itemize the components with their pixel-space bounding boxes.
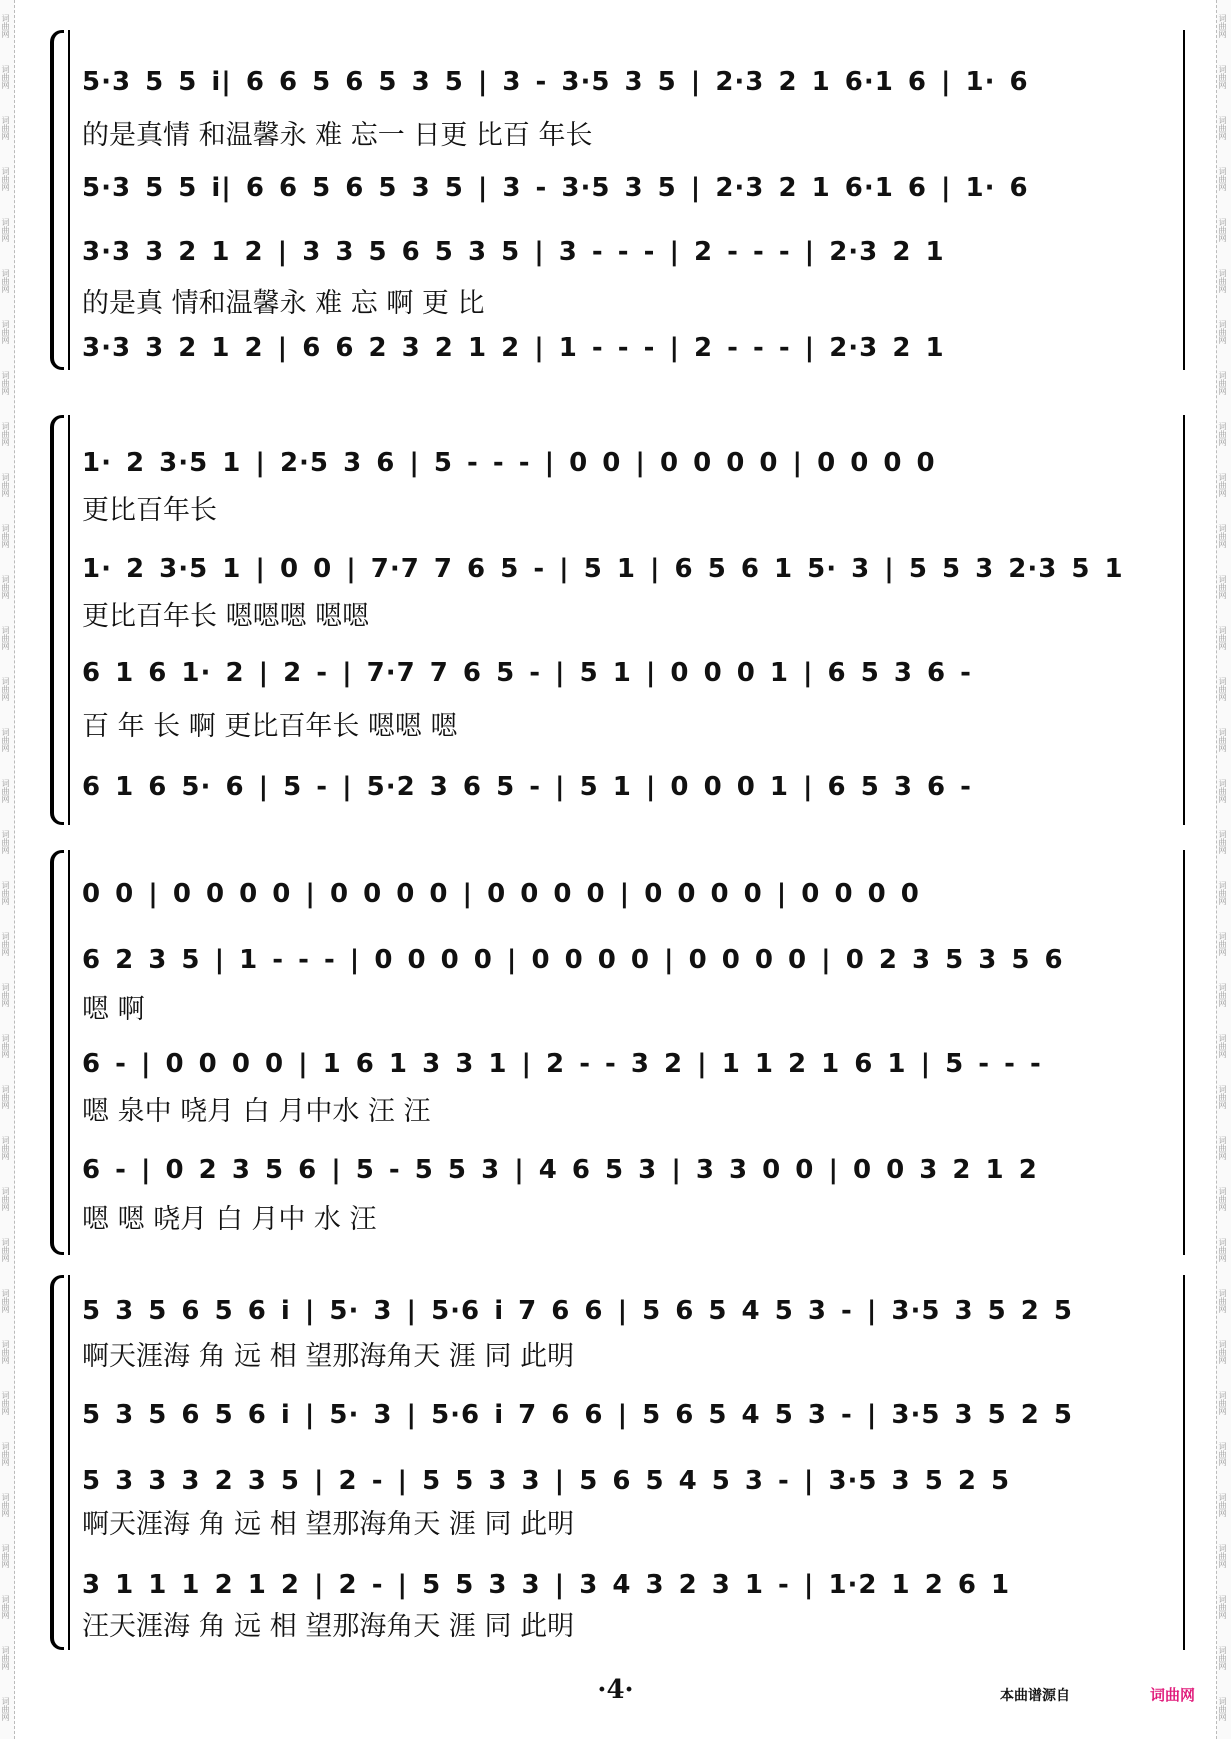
notation-row: 6 2 3 5 | 1 - - - | 0 0 0 0 | 0 0 0 0 | 0 0 0 0 | 0 2 3 5 3 5 6 — [82, 945, 1064, 975]
watermark-text: 词曲网 — [1218, 1237, 1227, 1262]
watermark-text: 词曲网 — [1218, 1033, 1227, 1058]
watermark-text: 词曲网 — [1, 778, 10, 803]
lyrics-row: 更比百年长 — [82, 495, 217, 526]
watermark-text: 词曲网 — [1, 880, 10, 905]
watermark-text: 词曲网 — [1218, 421, 1227, 446]
watermark-text: 词曲网 — [1, 1186, 10, 1211]
notation-row: 5·3 5 5 i| 6 6 5 6 5 3 5 | 3 - 3·5 3 5 | 2·3 2 1 6·1 6 | 1· 6 — [82, 173, 1029, 203]
watermark-text: 词曲网 — [1218, 1492, 1227, 1517]
watermark-text: 词曲网 — [1, 1543, 10, 1568]
notation-row: 5 3 5 6 5 6 i | 5· 3 | 5·6 i 7 6 6 | 5 6 5 4 5 3 - | 3·5 3 5 2 5 — [82, 1400, 1074, 1430]
watermark-text: 词曲网 — [1218, 1288, 1227, 1313]
lyrics-row: 嗯 泉中 哓月 白 月中水 汪 汪 — [82, 1096, 431, 1127]
system-brace — [50, 1275, 64, 1650]
watermark-text: 词曲网 — [1218, 370, 1227, 395]
watermark-text: 词曲网 — [1218, 217, 1227, 242]
watermark-text: 词曲网 — [1218, 523, 1227, 548]
watermark-text: 词曲网 — [1, 1084, 10, 1109]
system-brace — [50, 850, 64, 1255]
watermark-text: 词曲网 — [1218, 1339, 1227, 1364]
notation-row: 3 1 1 1 2 1 2 | 2 - | 5 5 3 3 | 3 4 3 2 3 1 - | 1·2 1 2 6 1 — [82, 1570, 1011, 1600]
lyrics-row: 啊天涯海 角 远 相 望那海角天 涯 同 此明 — [82, 1341, 575, 1372]
watermark-text: 词曲网 — [1, 1645, 10, 1670]
brand-link[interactable]: 词曲网 — [1150, 1686, 1196, 1704]
watermark-text: 词曲网 — [1218, 1543, 1227, 1568]
left-watermark-strip — [0, 0, 15, 1739]
system-rule — [68, 415, 70, 825]
notation-row: 6 1 6 5· 6 | 5 - | 5·2 3 6 5 - | 5 1 | 0 0 0 1 | 6 5 3 6 - — [82, 772, 972, 802]
score-system-1 — [50, 30, 1185, 370]
watermark-text: 词曲网 — [1, 1441, 10, 1466]
watermark-text: 词曲网 — [1218, 676, 1227, 701]
watermark-text: 词曲网 — [1, 217, 10, 242]
watermark-text: 词曲网 — [1218, 1084, 1227, 1109]
watermark-text: 词曲网 — [1, 727, 10, 752]
lyrics-row: 百 年 长 啊 更比百年长 嗯嗯 嗯 — [82, 711, 458, 742]
watermark-text: 词曲网 — [1218, 1594, 1227, 1619]
watermark-text: 词曲网 — [1218, 115, 1227, 140]
watermark-text: 词曲网 — [1, 1288, 10, 1313]
watermark-text: 词曲网 — [1218, 1441, 1227, 1466]
watermark-text: 词曲网 — [1, 1594, 10, 1619]
notation-row: 6 - | 0 2 3 5 6 | 5 - 5 5 3 | 4 6 5 3 | 3 3 0 0 | 0 0 3 2 1 2 — [82, 1155, 1038, 1185]
notation-row: 1· 2 3·5 1 | 2·5 3 6 | 5 - - - | 0 0 | 0 0 0 0 | 0 0 0 0 — [82, 448, 936, 478]
system-end-barline — [1183, 1275, 1185, 1650]
lyrics-row: 汪天涯海 角 远 相 望那海角天 涯 同 此明 — [82, 1611, 575, 1642]
watermark-text: 词曲网 — [1218, 1696, 1227, 1721]
lyrics-row: 更比百年长 嗯嗯嗯 嗯嗯 — [82, 601, 370, 632]
watermark-text: 词曲网 — [1, 13, 10, 38]
watermark-text: 词曲网 — [1218, 13, 1227, 38]
system-rule — [68, 850, 70, 1255]
notation-row: 6 1 6 1· 2 | 2 - | 7·7 7 6 5 - | 5 1 | 0 0 0 1 | 6 5 3 6 - — [82, 658, 972, 688]
system-rule — [68, 30, 70, 370]
watermark-text: 词曲网 — [1, 574, 10, 599]
watermark-text: 词曲网 — [1, 115, 10, 140]
lyrics-row: 嗯 嗯 哓月 白 月中 水 汪 — [82, 1204, 377, 1235]
watermark-text: 词曲网 — [1218, 1186, 1227, 1211]
lyrics-row: 啊天涯海 角 远 相 望那海角天 涯 同 此明 — [82, 1509, 575, 1540]
notation-row: 5 3 5 6 5 6 i | 5· 3 | 5·6 i 7 6 6 | 5 6 5 4 5 3 - | 3·5 3 5 2 5 — [82, 1296, 1074, 1326]
notation-row: 1· 2 3·5 1 | 0 0 | 7·7 7 6 5 - | 5 1 | 6 5 6 1 5· 3 | 5 5 3 2·3 5 1 — [82, 554, 1124, 584]
score-system-4 — [50, 1275, 1185, 1650]
notation-row: 6 - | 0 0 0 0 | 1 6 1 3 3 1 | 2 - - 3 2 | 1 1 2 1 6 1 | 5 - - - — [82, 1049, 1042, 1079]
watermark-text: 词曲网 — [1218, 166, 1227, 191]
watermark-text: 词曲网 — [1, 472, 10, 497]
watermark-text: 词曲网 — [1218, 931, 1227, 956]
watermark-text: 词曲网 — [1, 625, 10, 650]
score-system-3 — [50, 850, 1185, 1255]
source-note: 本曲谱源自 — [1000, 1688, 1070, 1704]
lyrics-row: 的是真 情和温馨永 难 忘 啊 更 比 — [82, 288, 485, 319]
watermark-text: 词曲网 — [1, 982, 10, 1007]
watermark-text: 词曲网 — [1218, 1135, 1227, 1160]
watermark-text: 词曲网 — [1218, 625, 1227, 650]
watermark-text: 词曲网 — [1218, 472, 1227, 497]
watermark-text: 词曲网 — [1218, 1645, 1227, 1670]
right-watermark-strip — [1216, 0, 1231, 1739]
notation-row: 5 3 3 3 2 3 5 | 2 - | 5 5 3 3 | 5 6 5 4 5 3 - | 3·5 3 5 2 5 — [82, 1466, 1011, 1496]
notation-row: 5·3 5 5 i| 6 6 5 6 5 3 5 | 3 - 3·5 3 5 | 2·3 2 1 6·1 6 | 1· 6 — [82, 67, 1029, 97]
notation-row: 3·3 3 2 1 2 | 6 6 2 3 2 1 2 | 1 - - - | 2 - - - | 2·3 2 1 — [82, 333, 945, 363]
watermark-text: 词曲网 — [1, 370, 10, 395]
system-rule — [68, 1275, 70, 1650]
watermark-text: 词曲网 — [1, 64, 10, 89]
page-number: ·4· — [597, 1675, 634, 1705]
watermark-text: 词曲网 — [1, 1033, 10, 1058]
watermark-text: 词曲网 — [1218, 64, 1227, 89]
watermark-text: 词曲网 — [1, 166, 10, 191]
watermark-text: 词曲网 — [1, 1135, 10, 1160]
watermark-text: 词曲网 — [1, 829, 10, 854]
watermark-text: 词曲网 — [1218, 727, 1227, 752]
watermark-text: 词曲网 — [1, 523, 10, 548]
watermark-text: 词曲网 — [1, 1339, 10, 1364]
watermark-text: 词曲网 — [1218, 829, 1227, 854]
watermark-text: 词曲网 — [1218, 1390, 1227, 1415]
notation-row: 3·3 3 2 1 2 | 3 3 5 6 5 3 5 | 3 - - - | 2 - - - | 2·3 2 1 — [82, 237, 945, 267]
watermark-text: 词曲网 — [1218, 880, 1227, 905]
watermark-text: 词曲网 — [1, 421, 10, 446]
system-brace — [50, 30, 64, 370]
system-end-barline — [1183, 850, 1185, 1255]
watermark-text: 词曲网 — [1, 268, 10, 293]
watermark-text: 词曲网 — [1, 319, 10, 344]
watermark-text: 词曲网 — [1, 1696, 10, 1721]
system-end-barline — [1183, 30, 1185, 370]
watermark-text: 词曲网 — [1218, 778, 1227, 803]
notation-row: 0 0 | 0 0 0 0 | 0 0 0 0 | 0 0 0 0 | 0 0 0 0 | 0 0 0 0 — [82, 879, 920, 909]
watermark-text: 词曲网 — [1218, 574, 1227, 599]
watermark-text: 词曲网 — [1, 931, 10, 956]
watermark-text: 词曲网 — [1, 1237, 10, 1262]
score-system-2 — [50, 415, 1185, 825]
system-brace — [50, 415, 64, 825]
watermark-text: 词曲网 — [1, 1492, 10, 1517]
watermark-text: 词曲网 — [1, 676, 10, 701]
system-end-barline — [1183, 415, 1185, 825]
watermark-text: 词曲网 — [1, 1390, 10, 1415]
lyrics-row: 的是真情 和温馨永 难 忘一 日更 比百 年长 — [82, 120, 593, 151]
watermark-text: 词曲网 — [1218, 268, 1227, 293]
watermark-text: 词曲网 — [1218, 319, 1227, 344]
lyrics-row: 嗯 啊 — [82, 994, 145, 1025]
watermark-text: 词曲网 — [1218, 982, 1227, 1007]
